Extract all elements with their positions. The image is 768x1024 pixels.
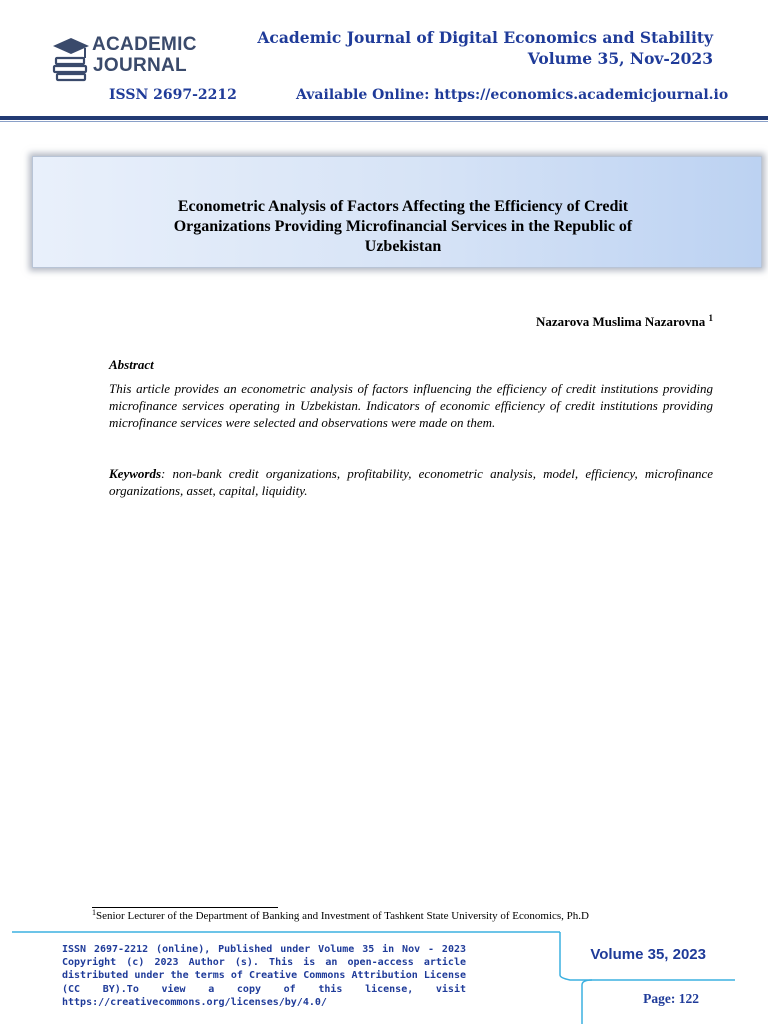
- title-box: [32, 156, 762, 268]
- logo-line-2: JOURNAL: [93, 55, 187, 76]
- available-online-link[interactable]: Available Online: https://economics.academicjournal.io: [296, 87, 729, 103]
- abstract-heading: Abstract: [109, 357, 154, 372]
- graduation-cap-books-icon: [52, 36, 90, 82]
- issn-label: ISSN 2697-2212: [109, 87, 237, 103]
- footnote: [92, 908, 589, 922]
- header-divider: [0, 116, 768, 120]
- footer-volume: Volume 35, 2023: [590, 946, 706, 963]
- journal-title[interactable]: Academic Journal of Digital Economics and Stability: [257, 28, 713, 47]
- logo-line-1: ACADEMIC: [92, 34, 197, 55]
- journal-header: [257, 27, 713, 69]
- author-footnote-ref[interactable]: 1: [708, 313, 713, 323]
- keywords-label: Keywords: [109, 466, 161, 481]
- author-name: [536, 313, 713, 330]
- abstract-text: This article provides an econometric analysis of factors influencing the efficiency of credit institutions providing microfinance services operating in Uzbekistan. Indicators of economic efficiency of credit institutions providing microfinance services were selected and observations were made on them.: [109, 381, 713, 430]
- license-notice: ISSN 2697-2212 (online), Published under Volume 35 in Nov - 2023 Copyright (c) 2023 Author (s). This is an open-access article distributed under the terms of Creative Commons Attribution License (CC BY).To view a copy of this license, visit https://creativecommons.org/licenses/by/4.0/: [62, 944, 466, 1008]
- journal-volume: Volume 35, Nov-2023: [527, 49, 713, 68]
- journal-logo: [52, 34, 232, 82]
- footnote-text: Senior Lecturer of the Department of Banking and Investment of Tashkent State University of Economics, Ph.D: [96, 910, 589, 922]
- page-number: Page: 122: [643, 991, 699, 1006]
- keywords-text: : non-bank credit organizations, profitability, econometric analysis, model, efficiency, microfinance organizations, asset, capital, liquidity.: [109, 466, 713, 498]
- article-title: Econometric Analysis of Factors Affecting the Efficiency of Credit Organizations Providing Microfinancial Services in the Republic of Uzbekistan: [173, 198, 633, 255]
- header-divider-thin: [0, 121, 768, 122]
- logo-wordmark: [92, 34, 197, 76]
- footnote-marker: 1: [92, 908, 96, 917]
- keywords: [109, 465, 713, 499]
- author-name-text: Nazarova Muslima Nazarovna: [536, 314, 706, 329]
